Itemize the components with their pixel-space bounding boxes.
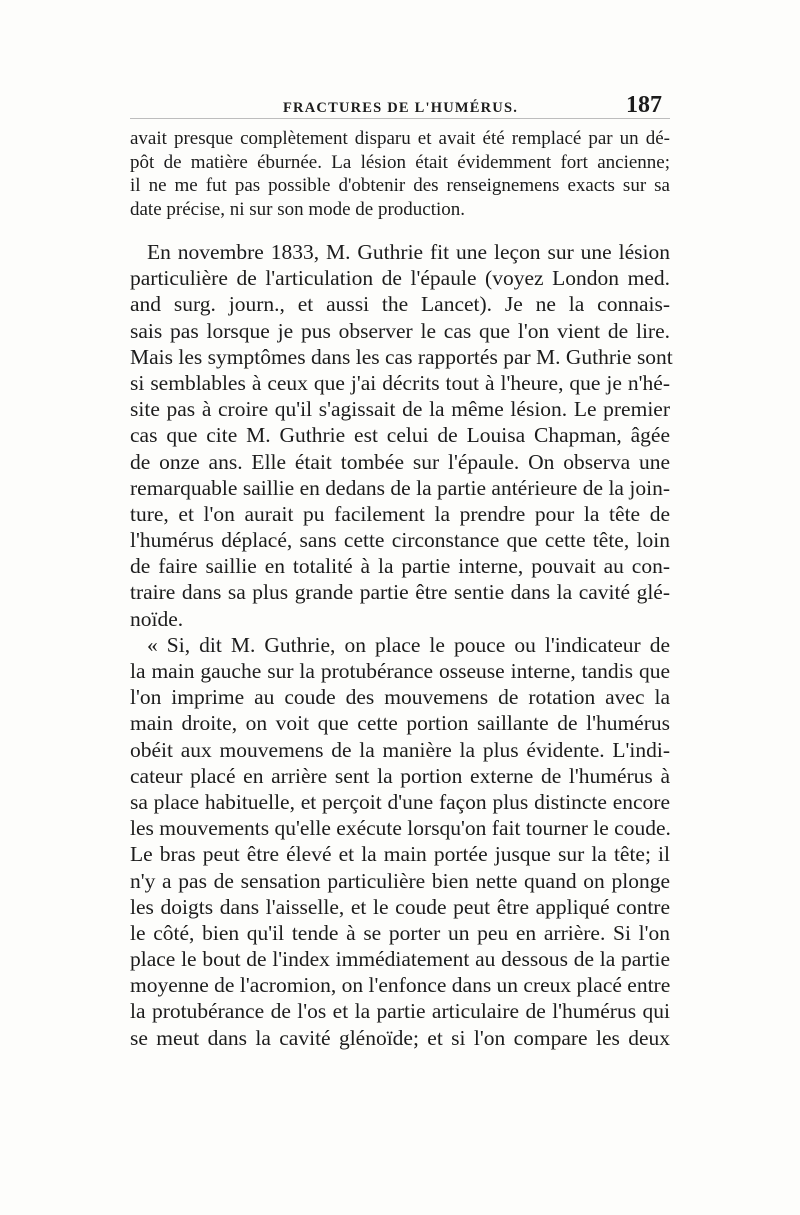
text-line: les doigts dans l'aisselle, et le coude peut être appliqué contre [130, 894, 670, 919]
text-line: sa place habituelle, et perçoit d'une façon plus distincte encore [130, 789, 670, 814]
text-line: n'y a pas de sensation particulière bien nette quand on plonge [130, 868, 670, 893]
text-line: « Si, dit M. Guthrie, on place le pouce ou l'indicateur de [147, 632, 670, 657]
header-rule [130, 118, 670, 119]
text-line: noïde. [130, 606, 184, 631]
text-line: si semblables à ceux que j'ai décrits tout à l'heure, que je n'hé- [130, 370, 670, 395]
text-line: moyenne de l'acromion, on l'enfonce dans un creux placé entre [130, 973, 671, 998]
text-line: Mais les symptômes dans les cas rapportés par M. Guthrie sont [130, 344, 673, 369]
text-line: l'on imprime au coude des mouvemens de rotation avec la [130, 685, 670, 710]
text-line: de faire saillie en totalité à la partie interne, pouvait au con- [130, 554, 670, 579]
page-number: 187 [626, 92, 662, 118]
text-line: la protubérance de l'os et la partie articulaire de l'humérus qui [130, 999, 670, 1024]
text-line: avait presque complètement disparu et avait été remplacé par un dé- [130, 128, 670, 149]
text-line: date précise, ni sur son mode de production. [130, 198, 466, 220]
text-line: ture, et l'on aurait pu facilement la prendre pour la tête de [130, 501, 670, 526]
text-line: site pas à croire qu'il s'agissait de la même lésion. Le premier [130, 397, 670, 422]
text-line: and surg. journ., et aussi the Lancet). Je ne la connais- [130, 292, 670, 317]
text-line: place le bout de l'index immédiatement au dessous de la partie [130, 947, 670, 972]
text-line: les mouvements qu'elle exécute lorsqu'on fait tourner le coude. [130, 816, 671, 841]
text-line: il ne me fut pas possible d'obtenir des renseignemens exacts sur sa [130, 175, 670, 196]
text-line: traire dans sa plus grande partie être sentie dans la cavité glé- [130, 580, 670, 605]
continued-paragraph [130, 127, 670, 221]
text-line: pôt de matière éburnée. La lésion était évidemment fort ancienne; [130, 151, 670, 173]
text-line: se meut dans la cavité glénoïde; et si l'on compare les deux [130, 1025, 670, 1050]
text-line: cas que cite M. Guthrie est celui de Louisa Chapman, âgée [130, 423, 670, 448]
text-line: Le bras peut être élevé et la main portée jusque sur la tête; il [130, 842, 670, 867]
text-line: obéit aux mouvemens de la manière la plus évidente. L'indi- [130, 737, 670, 762]
text-line: remarquable saillie en dedans de la partie antérieure de la join- [130, 475, 670, 500]
text-line: le côté, bien qu'il tende à se porter un peu en arrière. Si l'on [130, 920, 670, 945]
text-line: main droite, on voit que cette portion saillante de l'humérus [130, 711, 670, 736]
text-line: cateur placé en arrière sent la portion externe de l'humérus à [130, 763, 670, 788]
text-line: de onze ans. Elle était tombée sur l'épaule. On observa une [130, 449, 670, 474]
text-line: En novembre 1833, M. Guthrie fit une leçon sur une lésion [147, 240, 670, 264]
text-line: l'humérus déplacé, sans cette circonstance que cette tête, loin [130, 528, 670, 553]
text-line: sais pas lorsque je pus observer le cas que l'on vient de lire. [130, 318, 670, 343]
running-title: FRACTURES DE L'HUMÉRUS. [283, 100, 519, 116]
body-text [130, 239, 673, 1051]
text-line: particulière de l'articulation de l'épaule (voyez London med. [130, 266, 670, 291]
text-line: la main gauche sur la protubérance osseuse interne, tandis que [130, 659, 670, 683]
